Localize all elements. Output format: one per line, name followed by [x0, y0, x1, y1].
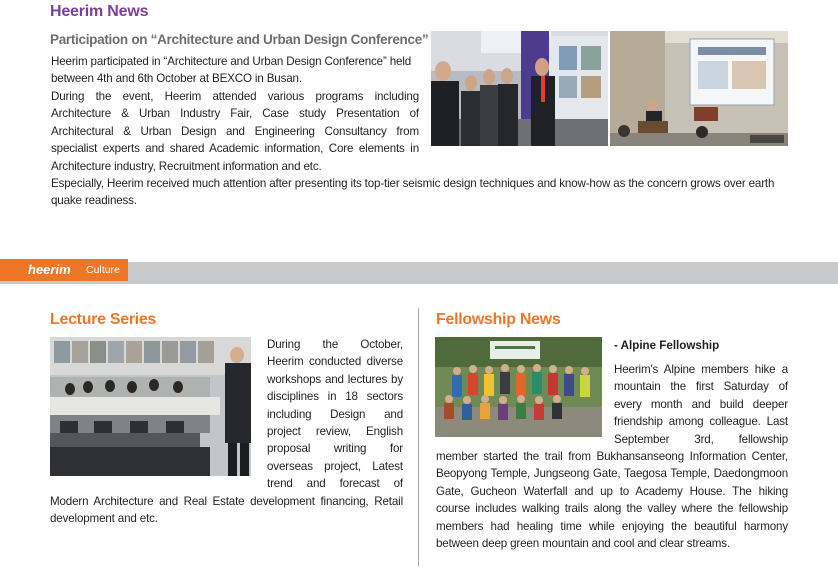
lecture-body-text: During the October, Heerim conducted diverse workshops and lectures by disciplines in 18 sectors including Design and project review, English proposal writing for overseas project, Latest trend and forecast of Modern Architecture and Real Estate development financing, Retail development and etc.	[50, 338, 403, 526]
lecture-body	[50, 336, 403, 527]
fellowship-photo-spacer	[436, 361, 614, 447]
fellowship-tag: - Alpine Fellowship	[614, 339, 720, 352]
culture-banner-tag	[0, 259, 128, 281]
fellowship-body-text: Heerim's Alpine members hike a mountain the first Saturday of every month and build deeper friendship among colleague. Last September 3rd, fellowship member started the trail from Bukhansanseong Information Center, Beopyong Temple, Jungseong Gate, Taegosa Temple, Daedongmoon Gate, Gucheon Waterfall and up to Academy House. The hiking course includes walking trails along the valley where the fellowship members had healing time while enjoying the beautiful harmony between deep green mountain and cool and clear streams.	[436, 363, 788, 551]
news-paragraph-1: Heerim participated in “Architecture and Urban Design Conference” held between 4th and 6th October at BEXCO in Busan.	[51, 55, 412, 86]
lecture-photo-spacer	[50, 336, 267, 484]
banner-brand: heerim	[28, 262, 71, 277]
conference-presentation-photo	[610, 31, 788, 146]
news-section-title: Heerim News	[50, 3, 149, 20]
news-paragraph-2: During the event, Heerim attended various programs including Architecture & Urban Industry Fair, Case study Presentation of Architectural & Urban Design and Engineering Consultancy from specialist experts and shared Academic information, Core elements in Architecture industry, Recruitment information and etc.	[51, 90, 419, 173]
news-headline: Participation on “Architecture and Urban Design Conference”	[50, 32, 429, 47]
conference-fair-photo	[431, 31, 608, 146]
banner-section-label: Culture	[86, 264, 120, 276]
fellowship-body	[436, 361, 788, 552]
column-divider	[418, 308, 419, 566]
news-paragraph-3: Especially, Heerim received much attention after presenting its top-tier seismic design techniques and know-how as the concern grows over earth quake readiness.	[51, 177, 775, 208]
lecture-section-title: Lecture Series	[50, 311, 157, 328]
fellowship-section-title: Fellowship News	[436, 311, 561, 328]
